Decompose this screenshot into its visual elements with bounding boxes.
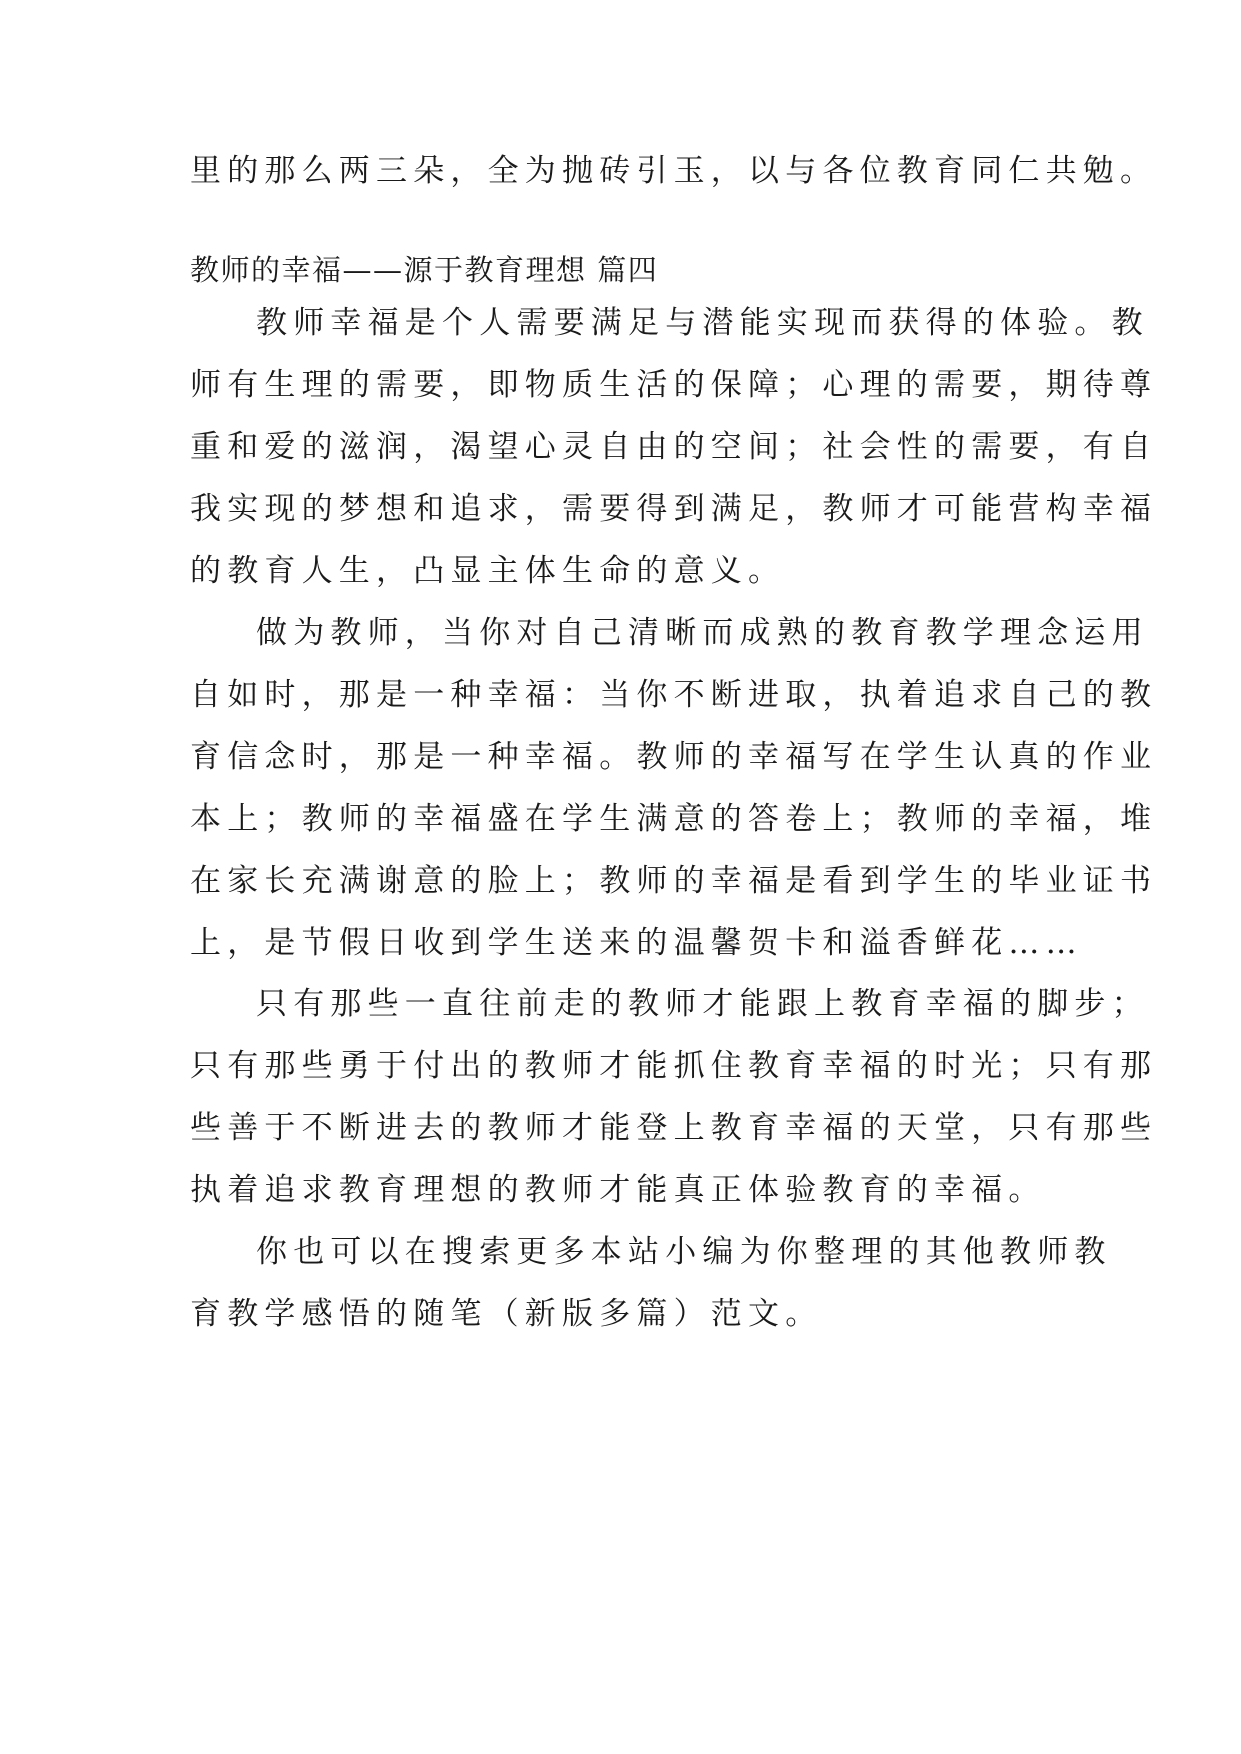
paragraph-line: 执着追求教育理想的教师才能真正体验教育的幸福。 <box>190 1172 1046 1208</box>
paragraph-4 <box>190 1231 1112 1335</box>
paragraph-line: 教师幸福是个人需要满足与潜能实现而获得的体验。教 <box>256 305 1149 341</box>
paragraph-line: 你也可以在搜索更多本站小编为你整理的其他教师教 <box>256 1234 1112 1270</box>
continuation-line: 里的那么两三朵，全为抛砖引玉，以与各位教育同仁共勉。 <box>190 153 1158 189</box>
continuation-line-block <box>190 150 1158 192</box>
paragraph-line: 只有那些一直往前走的教师才能跟上教育幸福的脚步； <box>256 986 1149 1022</box>
paragraph-line: 自如时，那是一种幸福：当你不断进取，执着追求自己的教 <box>190 677 1158 713</box>
paragraph-line: 只有那些勇于付出的教师才能抓住教育幸福的时光；只有那 <box>190 1048 1158 1084</box>
paragraph-2 <box>190 612 1158 964</box>
paragraph-line: 的教育人生，凸显主体生命的意义。 <box>190 553 786 589</box>
paragraph-line: 些善于不断进去的教师才能登上教育幸福的天堂，只有那些 <box>190 1110 1158 1146</box>
paragraph-line: 上，是节假日收到学生送来的温馨贺卡和溢香鲜花…… <box>190 925 1083 961</box>
paragraph-line: 育教学感悟的随笔（新版多篇）范文。 <box>190 1296 823 1332</box>
paragraph-line: 师有生理的需要，即物质生活的保障；心理的需要，期待尊 <box>190 367 1158 403</box>
paragraph-line: 重和爱的滋润，渴望心灵自由的空间；社会性的需要，有自 <box>190 429 1158 465</box>
paragraph-line: 我实现的梦想和追求，需要得到满足，教师才可能营构幸福 <box>190 491 1158 527</box>
paragraph-line: 育信念时，那是一种幸福。教师的幸福写在学生认真的作业 <box>190 739 1158 775</box>
paragraph-line: 做为教师，当你对自己清晰而成熟的教育教学理念运用 <box>256 615 1149 651</box>
paragraph-3 <box>190 983 1158 1211</box>
section-title: 教师的幸福——源于教育理想 篇四 <box>190 253 659 287</box>
paragraph-1 <box>190 302 1158 592</box>
paragraph-line: 本上；教师的幸福盛在学生满意的答卷上；教师的幸福，堆 <box>190 801 1158 837</box>
paragraph-line: 在家长充满谢意的脸上；教师的幸福是看到学生的毕业证书 <box>190 863 1158 899</box>
